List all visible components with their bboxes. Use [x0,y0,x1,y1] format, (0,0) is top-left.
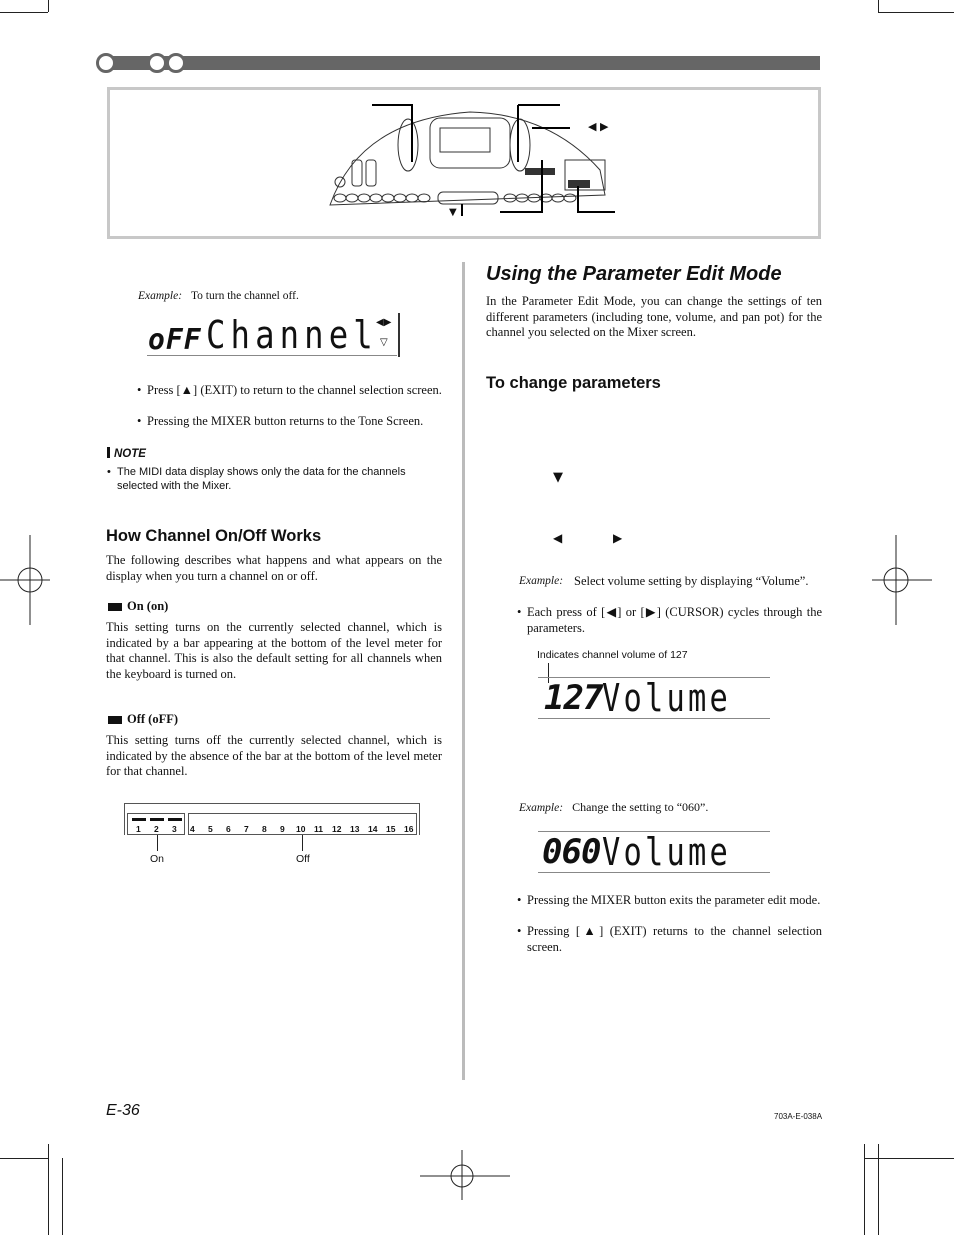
parameter-intro: In the Parameter Edit Mode, you can change the settings of ten different parameters (including tone, volume, and pan pot) for the channel you selected on the Mixer screen. [486,294,822,339]
callout-line-off [302,835,303,851]
meter-channel-number: 8 [262,824,267,834]
lcd-channel-off [142,313,400,357]
down-arrow-icon: ▼ [449,207,457,218]
example-text: To turn the channel off. [190,290,299,302]
meter-channel-number: 15 [386,824,396,834]
left-arrow-icon: ◀ [553,531,563,545]
example-text: Change the setting to “060”. [572,800,709,814]
heading-parameter-edit: Using the Parameter Edit Mode [486,263,782,285]
example-2 [519,574,822,590]
note-icon [107,447,110,458]
callout-volume: Indicates channel volume of 127 [537,649,688,661]
meter-label-off: Off [296,853,310,865]
how-intro: The following describes what happens and what appears on the display when you turn a channel on or off. [106,553,442,583]
meter-channel-number: 9 [280,824,285,834]
example-text: Select volume setting by displaying “Volume”. [574,574,809,588]
example-1 [138,289,299,305]
right-arrow-icon: ▶ [613,531,623,545]
lcd-word: Volume [602,676,732,720]
level-meter [124,803,420,835]
off-text: This setting turns off the currently selected channel, which is indicated by the absence of the bar at the bottom of the level meter for that channel. [106,733,442,778]
bullet-cursor: • Each press of [◀] or [▶] (CURSOR) cycles through the parameters. [517,605,822,635]
lcd-volume-060 [538,830,770,874]
page-number: E-36 [106,1102,140,1119]
square-icon [108,603,122,611]
on-text: This setting turns on the currently selected channel, which is indicated by a bar appearing at the bottom of the level meter for that channel. This is also the default setting for all channels when the keyboard is turned on. [106,620,442,681]
keyboard-panel-illustration [320,100,620,225]
bullet-mixer: • Pressing the MIXER button returns to the Tone Screen. [137,414,424,428]
bullet-exit: • Press [▲] (EXIT) to return to the channel selection screen. [137,383,442,397]
example-label: Example: [519,802,564,814]
lcd-down-icon: ▽ [380,337,388,348]
column-divider [462,262,465,1080]
lcd-digits: 060 [542,832,601,872]
meter-channel-number: 10 [296,824,306,834]
meter-bar [132,818,146,821]
meter-channel-number: 13 [350,824,360,834]
example-label: Example: [138,290,183,302]
meter-channel-number: 2 [154,824,159,834]
registration-mark-right [872,535,932,625]
lcd-edge [398,313,400,357]
registration-mark-left [0,535,50,625]
meter-channel-number: 3 [172,824,177,834]
heading-how-channel: How Channel On/Off Works [106,527,322,545]
header-cap [166,53,186,73]
bullet-exit-return: • Pressing [▲] (EXIT) returns to the channel selection screen. [517,924,822,954]
meter-channel-number: 1 [136,824,141,834]
on-title: On (on) [108,599,168,615]
meter-channel-number: 14 [368,824,378,834]
meter-channel-number: 16 [404,824,414,834]
meter-label-on: On [150,853,165,865]
down-arrow-icon: ▼ [553,470,563,485]
example-3 [519,800,708,817]
registration-mark-bottom [420,1150,510,1200]
off-title: Off (oFF) [108,712,178,728]
lcd-word: Channel [206,313,378,357]
lcd-digits: 127 [544,678,603,718]
header-bar [104,56,820,70]
header-cap [96,53,116,73]
meter-channel-number: 6 [226,824,231,834]
meter-channel-number: 4 [190,824,195,834]
meter-bar [168,818,182,821]
note-text: • The MIDI data display shows only the data for the channels selected with the Mixer. [107,466,406,492]
callout-line-on [157,835,158,851]
lcd-digits: oFF [148,323,202,356]
lcd-cursor-icon: ◀▶ [376,317,392,328]
header-cap [147,53,167,73]
lcd-volume-127 [538,676,770,720]
document-code: 703A-E-038A [774,1112,823,1121]
meter-channel-number: 7 [244,824,249,834]
square-icon [108,716,122,724]
subheading-change-parameters: To change parameters [486,374,661,392]
meter-channel-number: 5 [208,824,213,834]
meter-channel-number: 12 [332,824,342,834]
meter-channel-number: 11 [314,824,323,834]
example-label: Example: [519,575,564,587]
bullet-mixer-exit: • Pressing the MIXER button exits the parameter edit mode. [517,893,821,907]
cursor-arrows-icon: ◀ ▶ [588,120,609,133]
meter-bar [150,818,164,821]
lcd-word: Volume [602,830,732,874]
note-title: NOTE [107,447,146,460]
